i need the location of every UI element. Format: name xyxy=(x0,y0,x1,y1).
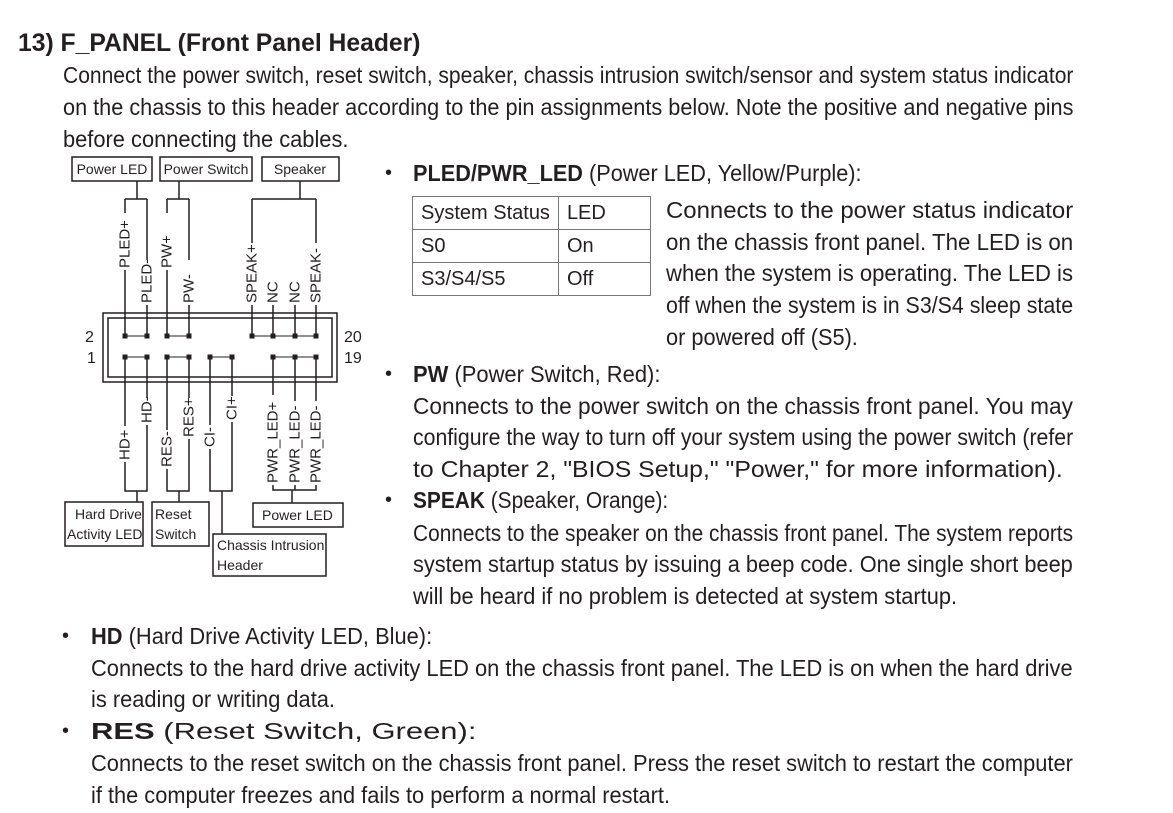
res-heading xyxy=(91,716,476,746)
pin-label-pled-minus: PLED- xyxy=(138,258,156,303)
pw-heading xyxy=(413,359,660,389)
pled-line: when the system is operating. The LED is xyxy=(666,260,1074,286)
label-reset: Reset xyxy=(155,506,192,522)
pw-name: PW xyxy=(413,361,449,387)
pin-label-speak-plus: SPEAK+ xyxy=(243,244,261,303)
label-chassis-intrusion: Chassis Intrusion xyxy=(217,537,325,553)
pin-number-19: 19 xyxy=(344,350,362,367)
bullet: • xyxy=(385,162,393,184)
bullet: • xyxy=(385,363,393,385)
pled-line: on the chassis front panel. The LED is on xyxy=(666,229,1074,255)
header-outline xyxy=(103,313,337,382)
table-cell: S0 xyxy=(413,230,559,263)
hd-line: Connects to the hard drive activity LED on the chassis front panel. The LED is on when the hard drive xyxy=(91,655,1073,681)
pin-label-pw-plus: PW+ xyxy=(158,235,176,268)
pin-label-pwr-led-plus: PWR_LED+ xyxy=(264,401,282,483)
pled-status-table xyxy=(412,196,651,296)
res-line: Connects to the reset switch on the chassis front panel. Press the reset switch to restart the computer xyxy=(91,750,1073,776)
pin-number-20: 20 xyxy=(344,329,362,346)
pin-label-pled-plus: PLED+ xyxy=(116,220,134,268)
pin-label-pw-minus: PW- xyxy=(180,274,198,303)
section-title: 13) F_PANEL (Front Panel Header) xyxy=(18,29,421,57)
label-switch: Switch xyxy=(155,526,197,542)
label-power-led: Power LED xyxy=(76,161,148,177)
bullet: • xyxy=(62,720,70,742)
pled-line: or powered off (S5). xyxy=(666,324,858,350)
pin-number-2: 2 xyxy=(85,329,94,346)
pled-name: PLED/PWR_LED xyxy=(413,160,583,186)
hd-line: is reading or writing data. xyxy=(91,686,335,712)
pin-label-hd-plus: HD+ xyxy=(116,429,134,460)
pled-line: Connects to the power status indicator xyxy=(666,197,1074,223)
intro-line: before connecting the cables. xyxy=(63,126,349,152)
label-power-led-bottom: Power LED xyxy=(262,507,333,523)
hd-heading xyxy=(91,621,432,651)
res-name: RES xyxy=(91,718,155,744)
label-hard-drive: Hard Drive xyxy=(75,506,142,522)
bullet: • xyxy=(385,489,393,511)
table-header: System Status xyxy=(413,197,559,230)
speak-name: SPEAK xyxy=(413,487,485,513)
speak-line: Connects to the speaker on the chassis front panel. The system reports xyxy=(413,520,1074,546)
table-header: LED xyxy=(558,197,650,230)
intro-line: Connect the power switch, reset switch, speaker, chassis intrusion switch/sensor and system status indicator xyxy=(63,62,1074,88)
pw-line: Connects to the power switch on the chassis front panel. You may xyxy=(413,393,1073,419)
pin-label-speak-minus: SPEAK- xyxy=(307,247,325,303)
res-line: if the computer freezes and fails to perform a normal restart. xyxy=(91,782,671,808)
label-speaker: Speaker xyxy=(273,161,327,177)
speak-heading xyxy=(413,485,668,515)
pin-label-hd-minus: HD- xyxy=(138,396,156,423)
hd-desc: (Hard Drive Activity LED, Blue): xyxy=(122,623,433,649)
table-cell: On xyxy=(558,230,650,263)
intro-line: on the chassis to this header according to the pin assignments below. Note the positive and negative pins xyxy=(63,94,1074,120)
pled-line: off when the system is in S3/S4 sleep state xyxy=(666,292,1074,318)
speak-line: system startup status by issuing a beep code. One single short beep xyxy=(413,551,1073,577)
pin-label-pwr-led-minus: PWR_LED- xyxy=(286,405,304,483)
bullet: • xyxy=(62,625,70,647)
label-activity-led: Activity LED xyxy=(67,526,143,542)
pw-line: configure the way to turn off your system using the power switch (refer xyxy=(413,424,1074,450)
pin-label-nc: NC xyxy=(264,281,282,303)
pin-label-res-plus: RES+ xyxy=(180,397,198,437)
table-cell: Off xyxy=(558,263,650,296)
label-power-switch: Power Switch xyxy=(163,161,249,177)
hd-name: HD xyxy=(91,623,123,649)
table-cell: S3/S4/S5 xyxy=(413,263,559,296)
speak-desc: (Speaker, Orange): xyxy=(484,487,669,513)
pin-number-1: 1 xyxy=(87,350,96,367)
pled-desc: (Power LED, Yellow/Purple): xyxy=(582,160,862,186)
pin-label-res-minus: RES- xyxy=(158,431,176,467)
pin-label-nc: NC xyxy=(286,281,304,303)
speak-line: will be heard if no problem is detected at system startup. xyxy=(413,583,958,609)
pin-label-ci-plus: CI+ xyxy=(223,396,241,420)
pw-line: to Chapter 2, "BIOS Setup," "Power," for more information). xyxy=(413,456,1063,482)
pled-heading xyxy=(413,158,862,188)
pin-label-pwr-led-minus: PWR_LED- xyxy=(307,405,325,483)
label-header: Header xyxy=(217,557,263,573)
res-desc: (Reset Switch, Green): xyxy=(154,718,477,744)
pin-label-ci-minus: CI- xyxy=(201,427,219,447)
pw-desc: (Power Switch, Red): xyxy=(448,361,661,387)
